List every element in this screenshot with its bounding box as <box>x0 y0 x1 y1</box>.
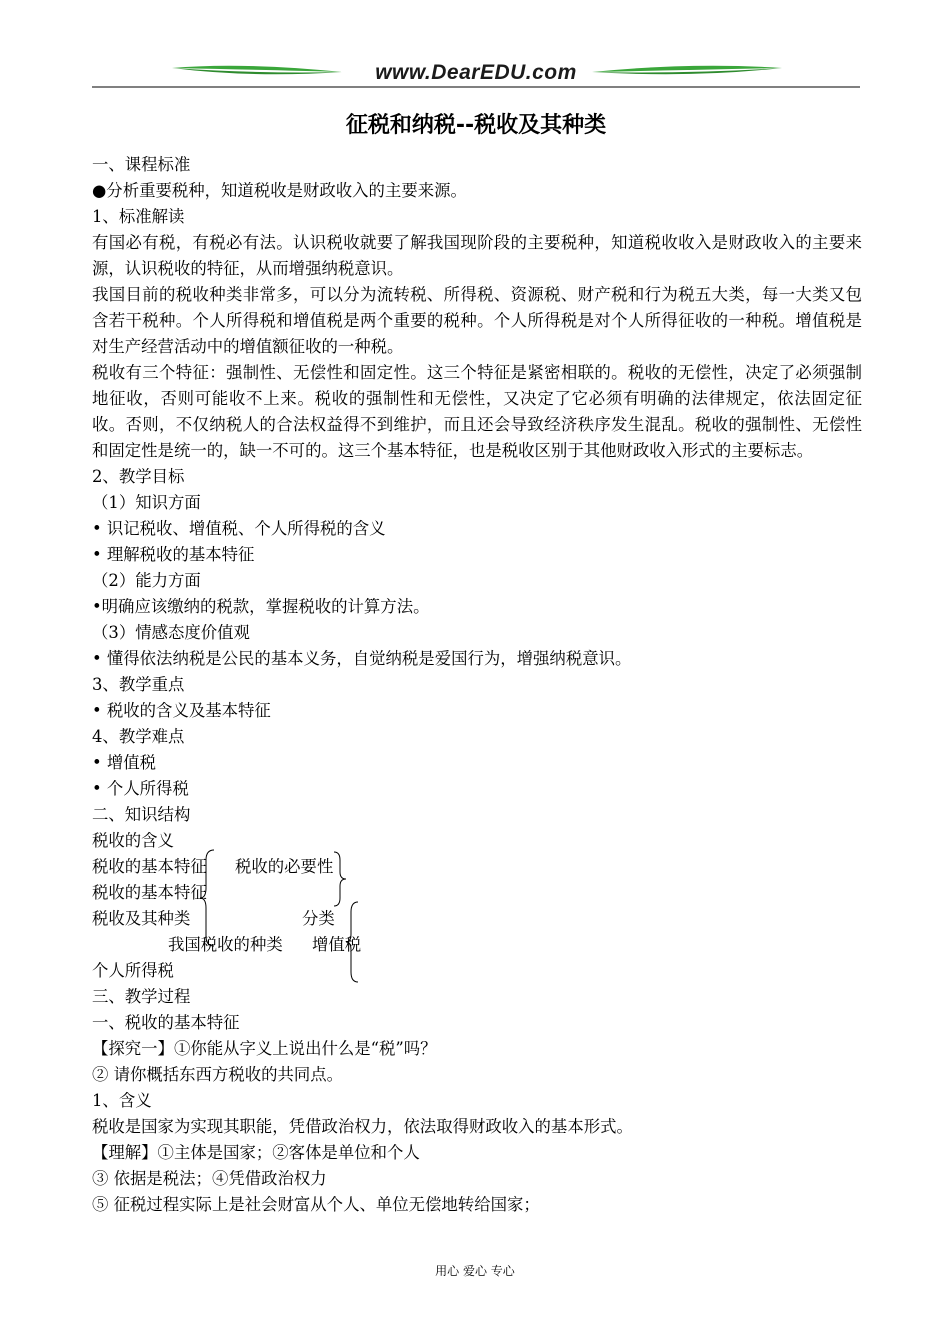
bullet-item: • 懂得依法纳税是公民的基本义务，自觉纳税是爱国行为，增强纳税意识。 <box>92 649 632 668</box>
bullet-item: • 税收的含义及基本特征 <box>92 701 271 720</box>
structure-item: 税收的必要性 <box>235 857 334 876</box>
text-line: （3）情感态度价值观 <box>92 623 250 642</box>
section-heading: 1、含义 <box>92 1091 152 1110</box>
bullet-item: • 个人所得税 <box>92 779 189 798</box>
left-brace-icon <box>200 848 220 948</box>
bullet-item: • 增值税 <box>92 753 157 772</box>
paragraph: 我国目前的税收种类非常多，可以分为流转税、所得税、资源税、财产税和行为税五大类，每一大类又包含若干税种。个人所得税和增值税是两个重要的税种。个人所得税是对个人所得征收的一种税。增值税是对生产经营活动中的增值额征收的一种税。 <box>92 285 862 356</box>
structure-item: 税收的基本特征 <box>92 857 207 876</box>
page-title: 征税和纳税--税收及其种类 <box>345 113 607 138</box>
bullet-item: •明确应该缴纳的税款，掌握税收的计算方法。 <box>92 597 430 616</box>
structure-item: 分类 <box>302 909 335 928</box>
text-line: 税收是国家为实现其职能，凭借政治权力，依法取得财政收入的基本形式。 <box>92 1117 633 1136</box>
section-heading: 1、标准解读 <box>92 207 185 226</box>
structure-item: 税收及其种类 <box>92 909 191 928</box>
bullet-item: • 理解税收的基本特征 <box>92 545 255 564</box>
text-line: 【理解】①主体是国家；②客体是单位和个人 <box>92 1143 420 1162</box>
left-brace-icon <box>346 900 362 984</box>
text-line: ② 请你概括东西方税收的共同点。 <box>92 1065 344 1084</box>
text-line: （1）知识方面 <box>92 493 201 512</box>
bullet-item: • 识记税收、增值税、个人所得税的含义 <box>92 519 386 538</box>
site-logo-text[interactable]: www.DearEDU.com <box>375 61 577 84</box>
structure-item: 增值税 <box>312 935 362 954</box>
structure-item: 税收的含义 <box>92 831 174 850</box>
text-line: 【探究一】①你能从字义上说出什么是“税”吗？ <box>92 1039 437 1058</box>
section-heading: 三、教学过程 <box>92 987 191 1006</box>
structure-item: 税收的基本特征 <box>92 883 207 902</box>
text-line: ⑤ 征税过程实际上是社会财富从个人、单位无偿地转给国家； <box>92 1195 540 1214</box>
section-heading: 一、税收的基本特征 <box>92 1013 240 1032</box>
structure-item: 我国税收的种类 <box>168 935 283 954</box>
section-heading: 二、知识结构 <box>92 805 191 824</box>
paragraph: 税收有三个特征：强制性、无偿性和固定性。这三个特征是紧密相联的。税收的无偿性，决定了必须强制地征收，否则可能收不上来。税收的强制性和无偿性，又决定了它必须有明确的法律规定，依法固定征收。否则，不仅纳税人的合法权益得不到维护，而且还会导致经济秩序发生混乱。税收的强制性、无偿性和固定性是统一的，缺一不可的。这三个基本特征，也是税收区别于其他财政收入形式的主要标志。 <box>92 363 862 460</box>
text-line: ●分析重要税种，知道税收是财政收入的主要来源。 <box>92 181 467 200</box>
document-body <box>92 152 862 1218</box>
section-heading: 一、课程标准 <box>92 155 191 174</box>
paragraph: 有国必有税，有税必有法。认识税收就要了解我国现阶段的主要税种，知道税收收入是财政收入的主要来源，认识税收的特征，从而增强纳税意识。 <box>92 233 862 278</box>
text-line: ③ 依据是税法；④凭借政治权力 <box>92 1169 327 1188</box>
section-heading: 2、教学目标 <box>92 467 185 486</box>
section-heading: 3、教学重点 <box>92 675 185 694</box>
site-header <box>92 58 860 90</box>
section-heading: 4、教学难点 <box>92 727 185 746</box>
page-footer: 用心 爱心 专心 <box>435 1264 515 1278</box>
knowledge-structure-diagram <box>92 828 862 984</box>
text-line: （2）能力方面 <box>92 571 201 590</box>
structure-item: 个人所得税 <box>92 961 174 980</box>
